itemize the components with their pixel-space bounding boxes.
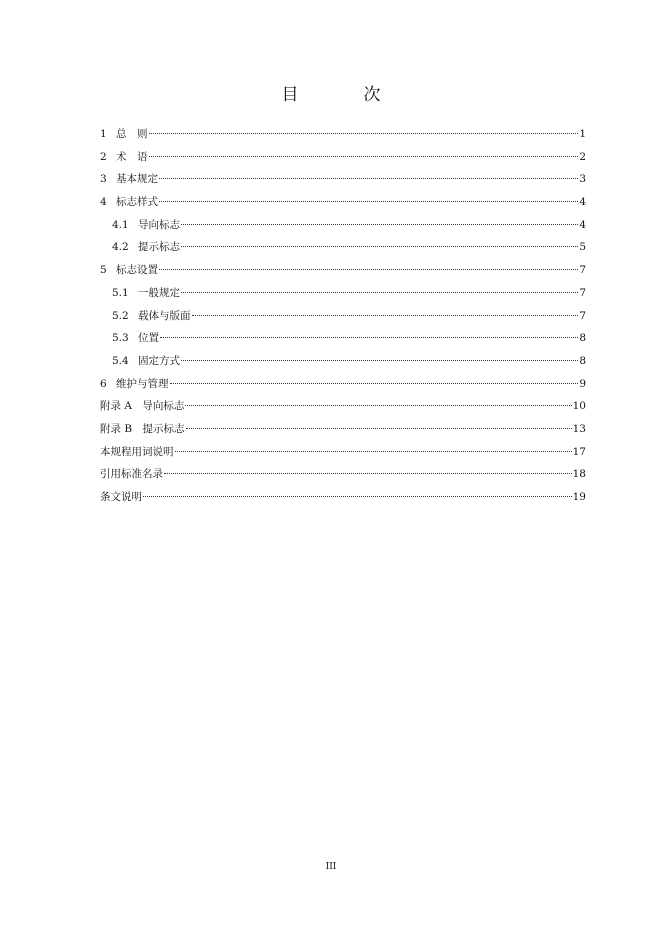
leader-dots — [185, 405, 571, 406]
toc-entry-label: 提示标志 — [138, 241, 180, 254]
toc-entry-page: 4 — [579, 218, 586, 231]
toc-entry-wording[interactable] — [100, 444, 586, 467]
toc-entry-2[interactable] — [100, 149, 586, 172]
toc-entry-label: 附录 A 导向标志 — [100, 400, 185, 413]
toc-entry-5-1[interactable] — [100, 285, 586, 308]
toc-entry-standards[interactable] — [100, 466, 586, 489]
toc-entry-4-2[interactable] — [100, 239, 586, 262]
toc-title: 目 次 — [281, 85, 405, 105]
leader-dots — [186, 428, 572, 429]
toc-entry-label: 固定方式 — [138, 354, 180, 367]
leader-dots — [159, 269, 578, 270]
toc-entry-5-3[interactable] — [100, 330, 586, 353]
leader-dots — [149, 156, 579, 157]
toc-entry-label: 一般规定 — [138, 286, 180, 299]
toc-entry-label: 导向标志 — [138, 218, 180, 231]
toc-entry-page: 2 — [579, 150, 586, 163]
toc-entry-label: 载体与版面 — [138, 309, 191, 322]
toc-entry-3[interactable] — [100, 171, 586, 194]
toc-entry-number: 5.4 — [112, 354, 129, 367]
toc-entry-page: 13 — [572, 422, 586, 435]
toc-entry-explanation[interactable] — [100, 489, 586, 512]
toc-entry-number: 5.3 — [112, 332, 129, 345]
toc-entry-number: 6 — [100, 377, 107, 390]
toc-entry-number: 4.2 — [112, 241, 129, 254]
toc-entry-page: 3 — [579, 173, 586, 186]
toc-entry-page: 1 — [579, 128, 586, 140]
toc-entry-label: 术 语 — [116, 150, 148, 163]
toc-entry-page: 8 — [579, 354, 586, 367]
leader-dots — [181, 246, 578, 247]
toc-entry-5[interactable] — [100, 262, 586, 285]
toc-entry-number: 3 — [100, 173, 107, 186]
leader-dots — [143, 496, 572, 497]
leader-dots — [181, 292, 578, 293]
toc-entry-number: 2 — [100, 150, 107, 163]
toc-entry-1[interactable] — [100, 126, 586, 149]
toc-entry-page: 17 — [572, 445, 586, 458]
toc-entry-page: 9 — [579, 377, 586, 390]
toc-entry-6[interactable] — [100, 376, 586, 399]
leader-dots — [175, 451, 572, 452]
toc-entry-page: 18 — [572, 468, 586, 481]
toc-entry-label: 条文说明 — [100, 491, 142, 503]
toc-entry-label: 总 则 — [116, 128, 148, 140]
leader-dots — [159, 201, 578, 202]
toc-entry-number: 5 — [100, 264, 107, 277]
toc-entry-page: 7 — [579, 309, 586, 322]
toc-entry-5-2[interactable] — [100, 308, 586, 331]
toc-entry-label: 本规程用词说明 — [100, 445, 174, 458]
leader-dots — [164, 473, 572, 474]
toc-entry-label: 标志样式 — [116, 196, 158, 209]
toc-entry-appendix-b[interactable] — [100, 421, 586, 444]
toc-entry-page: 7 — [579, 286, 586, 299]
leader-dots — [159, 178, 578, 179]
leader-dots — [181, 224, 578, 225]
leader-dots — [181, 360, 578, 361]
toc-entry-number: 5.1 — [112, 286, 129, 299]
toc-entry-page: 19 — [572, 491, 586, 503]
toc-entry-label: 标志设置 — [116, 264, 158, 277]
toc-entry-number: 4.1 — [112, 218, 129, 231]
toc-entry-4[interactable] — [100, 194, 586, 217]
toc-entry-number: 1 — [100, 128, 107, 140]
leader-dots — [192, 315, 579, 316]
leader-dots — [160, 337, 578, 338]
toc-entry-page: 7 — [579, 264, 586, 277]
toc-entry-appendix-a[interactable] — [100, 398, 586, 421]
toc-entry-label: 引用标准名录 — [100, 468, 163, 481]
toc-entry-4-1[interactable] — [100, 217, 586, 240]
toc-entry-label: 位置 — [138, 332, 159, 345]
table-of-contents — [100, 126, 586, 512]
toc-entry-page: 10 — [572, 400, 586, 413]
toc-entry-page: 8 — [579, 332, 586, 345]
toc-entry-label: 附录 B 提示标志 — [100, 422, 185, 435]
toc-entry-number: 4 — [100, 196, 107, 209]
toc-entry-label: 维护与管理 — [116, 377, 169, 390]
leader-dots — [170, 383, 579, 384]
toc-entry-page: 4 — [579, 196, 586, 209]
toc-entry-number: 5.2 — [112, 309, 129, 322]
leader-dots — [149, 133, 579, 134]
toc-entry-label: 基本规定 — [116, 173, 158, 186]
toc-entry-page: 5 — [579, 241, 586, 254]
page-number: III — [325, 862, 337, 872]
toc-entry-5-4[interactable] — [100, 353, 586, 376]
